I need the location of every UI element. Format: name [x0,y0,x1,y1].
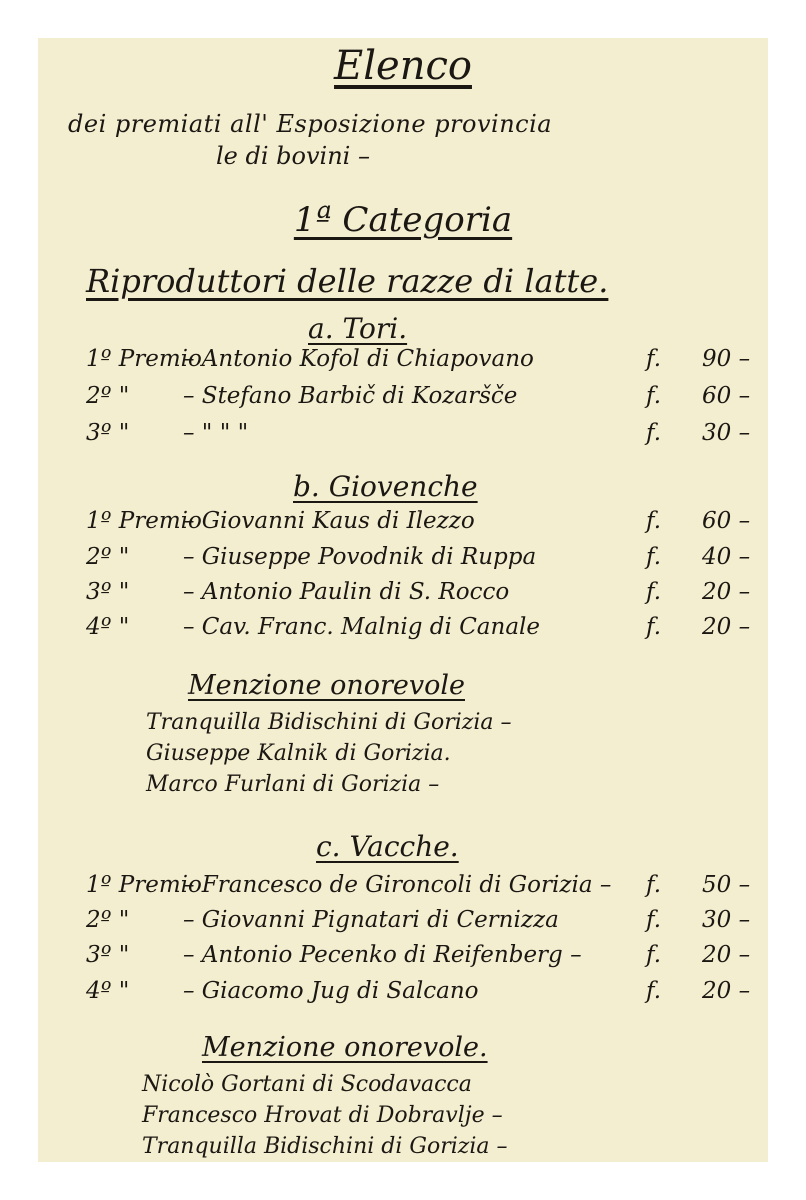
prize-amount: 20 – [702,978,751,1004]
section-b-title: b. Giovenche [293,470,478,503]
group-heading: Riproduttori delle razze di latte. [86,262,609,300]
prize-rank: 1º Premio [86,346,202,372]
prize-currency: f. [646,579,662,605]
prize-currency: f. [646,907,662,933]
mention-entry: Giuseppe Kalnik di Gorizia. [146,741,451,766]
prize-winner: – Giuseppe Povodnik di Ruppa [183,544,537,570]
prize-row [38,978,768,1014]
prize-rank: 3º " [86,579,130,605]
prize-amount: 60 – [702,383,751,409]
prize-currency: f. [646,978,662,1004]
prize-winner: – Francesco de Gironcoli di Gorizia – [183,872,612,898]
subtitle-line-1: dei premiati all' Esposizione provincia [68,110,553,138]
prize-row [38,383,768,419]
prize-rank: 4º " [86,978,130,1004]
mention-entry: Tranquilla Bidischini di Gorizia – [142,1134,508,1159]
mention-entry: Nicolò Gortani di Scodavacca [142,1072,472,1097]
prize-row [38,420,768,456]
prize-amount: 30 – [702,907,751,933]
prize-winner: – Giovanni Kaus di Ilezzo [183,508,475,534]
mention-heading: Menzione onorevole [188,670,465,701]
prize-rank: 1º Premio [86,508,202,534]
subtitle-line-2: le di bovini – [216,142,370,170]
prize-currency: f. [646,383,662,409]
category-heading: 1ª Categoria [293,200,513,240]
prize-currency: f. [646,872,662,898]
prize-currency: f. [646,508,662,534]
prize-amount: 20 – [702,614,751,640]
prize-rank: 2º " [86,907,130,933]
prize-rank: 3º " [86,942,130,968]
prize-row [38,907,768,943]
section-a-title: a. Tori. [308,312,408,345]
prize-row [38,579,768,615]
prize-amount: 40 – [702,544,751,570]
prize-winner: – Giacomo Jug di Salcano [183,978,479,1004]
prize-rank: 1º Premio [86,872,202,898]
prize-currency: f. [646,420,662,446]
prize-winner: – Cav. Franc. Malnig di Canale [183,614,541,640]
prize-winner: – Antonio Pecenko di Reifenberg – [183,942,582,968]
prize-row [38,544,768,580]
prize-winner: – Giovanni Pignatari di Cernizza [183,907,559,933]
prize-amount: 90 – [702,346,751,372]
document-title: Elenco [334,43,472,89]
prize-rank: 2º " [86,383,130,409]
prize-row [38,508,768,544]
mention-heading: Menzione onorevole. [202,1032,488,1063]
document-page [38,38,768,1162]
prize-row [38,942,768,978]
prize-amount: 60 – [702,508,751,534]
prize-amount: 50 – [702,872,751,898]
prize-amount: 20 – [702,579,751,605]
mention-entry: Tranquilla Bidischini di Gorizia – [146,710,512,735]
prize-currency: f. [646,346,662,372]
prize-amount: 30 – [702,420,751,446]
prize-winner: – Antonio Paulin di S. Rocco [183,579,510,605]
prize-winner: – Antonio Kofol di Chiapovano [183,346,534,372]
prize-row [38,346,768,382]
mention-entry: Marco Furlani di Gorizia – [146,772,440,797]
prize-currency: f. [646,614,662,640]
prize-rank: 2º " [86,544,130,570]
prize-currency: f. [646,942,662,968]
prize-currency: f. [646,544,662,570]
mention-entry: Francesco Hrovat di Dobravlje – [142,1103,503,1128]
prize-row [38,872,768,908]
prize-winner: – " " " [183,420,249,446]
prize-row [38,614,768,650]
section-c-title: c. Vacche. [316,830,459,863]
prize-rank: 4º " [86,614,130,640]
prize-winner: – Stefano Barbič di Kozaršče [183,383,518,409]
prize-rank: 3º " [86,420,130,446]
prize-amount: 20 – [702,942,751,968]
